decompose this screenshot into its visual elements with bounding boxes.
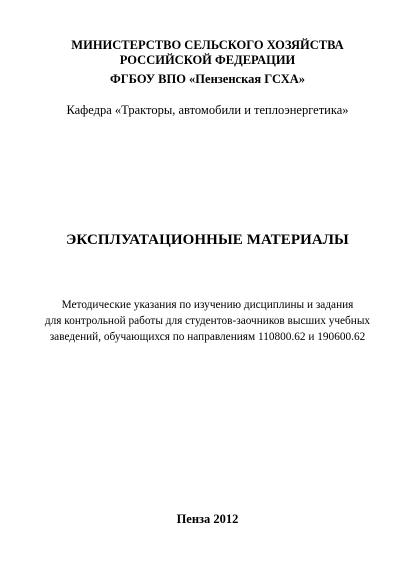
ministry-line-2: РОССИЙСКОЙ ФЕДЕРАЦИИ — [119, 53, 296, 67]
document-title: ЭКСПЛУАТАЦИОННЫЕ МАТЕРИАЛЫ — [66, 232, 349, 248]
ministry-line-1: МИНИСТЕРСТВО СЕЛЬСКОГО ХОЗЯЙСТВА — [71, 38, 344, 52]
department-name: Кафедра «Тракторы, автомобили и теплоэнергетика» — [66, 103, 349, 117]
description-line-1: Методические указания по изучению дисциплины и задания — [61, 299, 354, 311]
description-line-3: заведений, обучающихся по направлениям 110800.62 и 190600.62 — [49, 331, 366, 343]
place-and-year: Пенза 2012 — [176, 512, 239, 526]
description-line-2: для контрольной работы для студентов-заочников высших учебных — [44, 315, 371, 327]
university-name: ФГБОУ ВПО «Пензенская ГСХА» — [109, 72, 306, 86]
